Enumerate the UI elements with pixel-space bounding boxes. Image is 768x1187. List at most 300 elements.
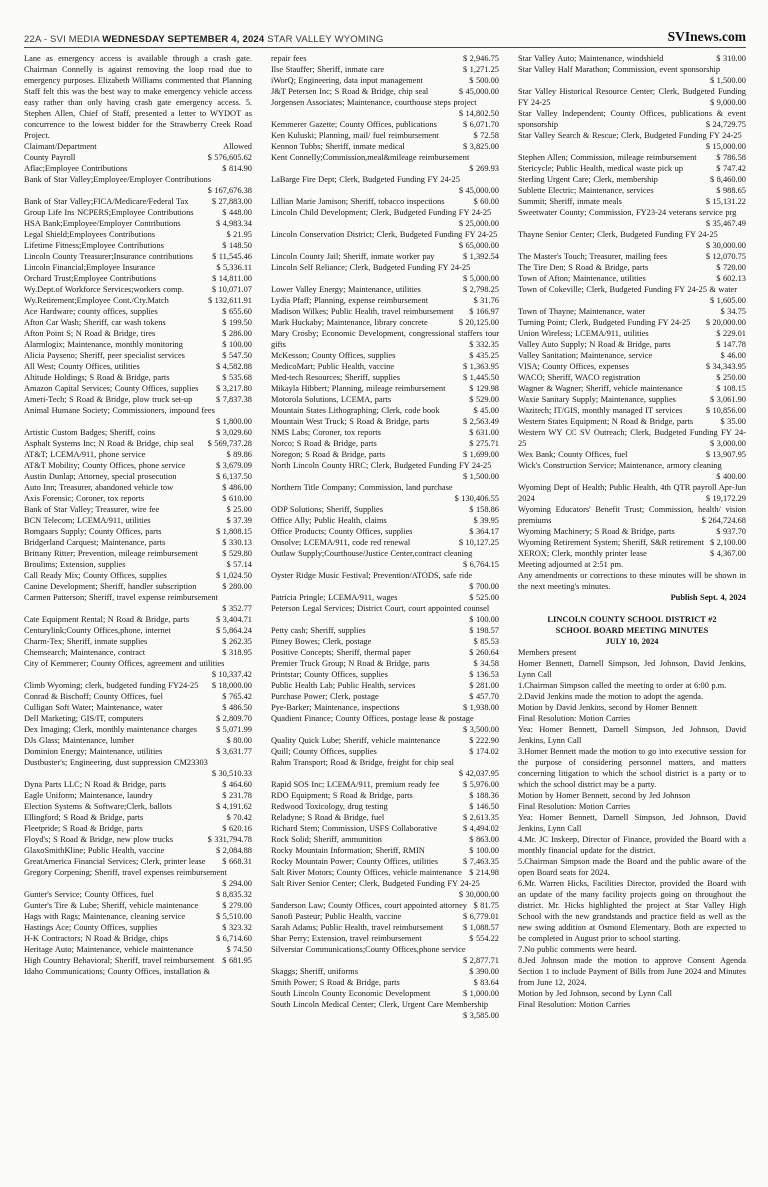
claim-entry <box>271 152 499 174</box>
amount-text: $ 400.00 <box>716 472 746 481</box>
claimant-text: Dyna Parts LLC; N Road & Bridge, parts <box>24 780 166 789</box>
claim-entry <box>24 526 252 537</box>
claimant-text: Wy.Dept.of Workforce Services;workers comp. <box>24 285 184 294</box>
claim-entry <box>24 812 252 823</box>
claim-entry <box>24 581 252 592</box>
claimant-text: Wyoming Educators' Benefit Trust; Commission, health/ vision premiums <box>518 505 746 525</box>
claim-entry <box>24 911 252 922</box>
claim-entry <box>271 482 499 504</box>
claimant-text: Oyster Ridge Music Festival; Prevention/ATODS, safe ride <box>271 571 473 580</box>
column-3 <box>518 53 746 1187</box>
amount-text: $ 10,127.25 <box>458 538 499 547</box>
amount-text: $ 294.00 <box>222 879 252 888</box>
claim-entry <box>271 746 499 757</box>
masthead <box>24 27 746 48</box>
claimant-text: Ilse Stauffer; Sheriff, inmate care <box>271 65 385 74</box>
amount-text: $ 72.58 <box>473 131 499 140</box>
claimant-text: Conrad & Bischoff; County Offices, fuel <box>24 692 163 701</box>
claim-entry <box>24 482 252 493</box>
claimant-text: Star Valley Auto; Maintenance, windshield <box>518 54 664 63</box>
amount-text: $ 45,000.00 <box>458 87 499 96</box>
claim-entry <box>271 801 499 812</box>
claimant-text: Carmen Patterson; Sheriff, travel expense reimbursement <box>24 593 218 602</box>
claimant-text: iWorQ; Engineering, data input management <box>271 76 423 85</box>
amount-text: $ 10,071.07 <box>211 285 252 294</box>
amount-text: $ 1,605.00 <box>710 296 746 305</box>
amount-text: $ 1,500.00 <box>463 472 499 481</box>
amount-text: $ 602.13 <box>716 274 746 283</box>
amount-text: $ 332.35 <box>469 340 499 349</box>
claimant-text: Jorgensen Associates; Maintenance, courthouse steps project <box>271 98 477 107</box>
claimant-text: Artistic Custom Badges; Sheriff, coins <box>24 428 156 437</box>
claimant-text: repair fees <box>271 54 307 63</box>
claimant-text: Turning Point; Clerk, Budgeted Funding FY 24-25 <box>518 318 691 327</box>
claim-entry <box>518 53 746 64</box>
claim-entry <box>518 537 746 548</box>
claim-entry <box>518 130 746 152</box>
claim-entry <box>24 790 252 801</box>
claim-entry <box>518 328 746 339</box>
claim-entry <box>271 548 499 570</box>
amount-text: $ 1,000.00 <box>463 989 499 998</box>
claim-entry <box>518 152 746 163</box>
amount-text: $ 275.71 <box>469 439 499 448</box>
claimant-text: HSA Bank;Employee/Employer Contributions <box>24 219 181 228</box>
claimant-text: Sublette Electric; Maintenance, services <box>518 186 654 195</box>
claim-entry <box>518 405 746 416</box>
amount-text: $ 3,679.09 <box>216 461 252 470</box>
claimant-text: Public Health Lab; Public Health, services <box>271 681 416 690</box>
claim-entry <box>24 933 252 944</box>
claimant-text: Reladyne; S Road & Bridge, fuel <box>271 813 385 822</box>
amount-text: $ 3,217.80 <box>216 384 252 393</box>
claim-entry <box>24 361 252 372</box>
amount-text: $ 12,070.75 <box>705 252 746 261</box>
notice-paragraph: 8.Jed Johnson made the motion to approve Consent Agenda Section 1 to include Payment of Bills from June 2024 and Minutes from June 12, 2024. <box>518 956 746 987</box>
amount-text: $ 1,024.50 <box>216 571 252 580</box>
amount-text: $ 286.00 <box>222 329 252 338</box>
claim-entry <box>24 691 252 702</box>
claimant-text: Stephen Allen; Commission, mileage reimbursement <box>518 153 697 162</box>
claimant-text: Sarah Adams; Public Health, travel reimbursement <box>271 923 444 932</box>
claimant-text: Amazon Capital Services; County Offices, supplies <box>24 384 199 393</box>
claimant-text: Printstar; County Offices, supplies <box>271 670 388 679</box>
claim-entry <box>24 889 252 900</box>
amount-text: $ 89.86 <box>226 450 252 459</box>
claimant-text: Altitude Holdings; S Road & Bridge, parts <box>24 373 170 382</box>
claimant-text: Cate Equipment Rental; N Road & Bridge, parts <box>24 615 190 624</box>
claim-entry <box>271 977 499 988</box>
amount-text: $ 20,125.00 <box>458 318 499 327</box>
amount-text: $ 262.35 <box>222 637 252 646</box>
amount-text: $ 1,808.15 <box>216 527 252 536</box>
amount-text: $ 747.42 <box>716 164 746 173</box>
amount-text: $ 264,724.68 <box>701 516 746 525</box>
claimant-text: Axis Forensic; Coroner, tox reports <box>24 494 145 503</box>
amount-text: $ 4,367.00 <box>710 549 746 558</box>
claim-entry <box>24 383 252 394</box>
location-label: STAR VALLEY WYOMING <box>264 34 384 45</box>
amount-text: $ 14,802.50 <box>458 109 499 118</box>
claim-entry <box>518 548 746 559</box>
claimant-text: Lincoln County Jail; Sheriff, inmate worker pay <box>271 252 435 261</box>
claimant-text: GreatAmerica Financial Services; Clerk, printer lease <box>24 857 206 866</box>
claim-entry <box>518 372 746 383</box>
notice-paragraph: Motion by David Jenkins, second by Homer Bennett <box>518 703 698 712</box>
claim-entry <box>24 867 252 889</box>
claimant-text: Onsolve; LCEMA/911, code red renewal <box>271 538 411 547</box>
claim-entry <box>518 427 746 449</box>
claim-entry <box>271 251 499 262</box>
claimant-text: McKesson; County Offices, supplies <box>271 351 396 360</box>
amount-text: $ 129.98 <box>469 384 499 393</box>
amount-text: $ 786.58 <box>716 153 746 162</box>
amount-text: $ 279.00 <box>222 901 252 910</box>
claim-entry <box>271 834 499 845</box>
amount-text: $ 37.39 <box>226 516 252 525</box>
claim-entry <box>24 713 252 724</box>
amount-text: $ 681.95 <box>222 956 252 965</box>
claimant-text: Office Ally; Public Health, claims <box>271 516 387 525</box>
claim-entry <box>271 735 499 746</box>
amount-text: $ 174.02 <box>469 747 499 756</box>
notice-paragraph: Final Resolution: Motion Carries <box>518 714 631 723</box>
amount-text: $ 6,714.60 <box>216 934 252 943</box>
amount-text: $ 132,611.91 <box>207 296 252 305</box>
amount-text: $ 529.80 <box>222 549 252 558</box>
amount-text: $ 1,392.54 <box>463 252 499 261</box>
notice-paragraph: 4.Mr. JC Inskeep, Director of Finance, provided the Board with a monthly financial update for the district. <box>518 835 746 855</box>
claim-entry <box>24 394 252 405</box>
claimant-text: Quality Quick Lube; Sheriff, vehicle maintenance <box>271 736 441 745</box>
amount-text: $ 448.00 <box>222 208 252 217</box>
claim-entry <box>271 812 499 823</box>
claim-entry <box>271 944 499 966</box>
amount-text: $ 5,000.00 <box>463 274 499 283</box>
claim-entry <box>24 757 252 779</box>
claim-entry <box>24 229 252 240</box>
claim-entry <box>518 394 746 405</box>
amount-text: $ 863.00 <box>469 835 499 844</box>
claim-entry <box>24 438 252 449</box>
claimant-text: GlaxoSmithKline; Public Health, vaccine <box>24 846 165 855</box>
claim-entry <box>271 779 499 790</box>
claimant-text: Kent Connelly;Commission,meal&mileage reimbursement <box>271 153 470 162</box>
claim-entry <box>24 427 252 438</box>
claim-entry <box>518 163 746 174</box>
claimant-text: Claimant/Department <box>24 142 97 151</box>
claimant-text: Mountain States Lithographing; Clerk, code book <box>271 406 440 415</box>
claim-entry <box>24 262 252 273</box>
claim-entry <box>271 394 499 405</box>
amount-text: $ 31.76 <box>473 296 499 305</box>
claimant-text: Afton Car Wash; Sheriff, car wash tokens <box>24 318 166 327</box>
amount-text: $ 2,084.88 <box>216 846 252 855</box>
claimant-text: Med-tech Resources; Sheriff, supplies <box>271 373 400 382</box>
claim-entry <box>271 999 499 1021</box>
claimant-text: South Lincoln Medical Center; Clerk, Urgent Care Membership <box>271 1000 489 1009</box>
claim-entry <box>24 317 252 328</box>
claimant-text: Premier Truck Group; N Road & Bridge, parts <box>271 659 430 668</box>
claim-entry <box>271 504 499 515</box>
amount-text: $ 280.00 <box>222 582 252 591</box>
claim-entry <box>24 174 252 196</box>
claim-entry <box>518 449 746 460</box>
claim-entry <box>24 460 252 471</box>
claimant-text: Sanderson Law; County Offices, court appointed attorney <box>271 901 467 910</box>
claimant-text: Group Life Ins NCPERS;Employee Contributions <box>24 208 194 217</box>
amount-text: $ 6,764.15 <box>463 560 499 569</box>
notice-paragraph: Lane as emergency access is available through a crash gate. Chairman Connelly is against removing the loop road due to emergency purposes. Elizabeth Williams commented that Planning Staff felt this was the best way to make emergency vehicle access easy rather than only having crash gate emergency access. 5. Stephen Allen, Chief of Staff, presented a letter to WYDOT as concurrence to the lowest bidder for the Strawberry Creek Road Project. <box>24 54 252 140</box>
amount-text: $ 214.98 <box>469 868 499 877</box>
notice-paragraph: 3.Homer Bennett made the motion to go into executive session for the purpose of considering personnel matters, and matters concerning litigation to which the school district is a party or to which the school district may be a party. <box>518 747 746 789</box>
claimant-text: All West; County Offices, utilities <box>24 362 140 371</box>
amount-text: $ 576,605.62 <box>207 153 252 162</box>
claimant-text: Lifetime Fitness;Employee Contributions <box>24 241 164 250</box>
claimant-text: Noregon; S Road & Bridge, parts <box>271 450 386 459</box>
amount-text: $ 814.90 <box>222 164 252 173</box>
amount-text: $ 5,976.00 <box>463 780 499 789</box>
amount-text: $ 331,794.78 <box>207 835 252 844</box>
claim-entry <box>24 306 252 317</box>
amount-text: $ 2,798.25 <box>463 285 499 294</box>
claim-entry <box>271 625 499 636</box>
claim-entry <box>24 218 252 229</box>
claimant-text: Quill; County Offices, supplies <box>271 747 377 756</box>
claim-entry <box>24 152 252 163</box>
amount-text: $ 988.65 <box>716 186 746 195</box>
claim-entry <box>24 284 252 295</box>
amount-text: $ 11,545.46 <box>212 252 252 261</box>
amount-text: $ 222.90 <box>469 736 499 745</box>
claimant-text: Asphalt Systems Inc; N Road & Bridge, chip seal <box>24 439 194 448</box>
amount-text: $ 158.86 <box>469 505 499 514</box>
claim-entry <box>271 438 499 449</box>
amount-text: $ 83.64 <box>473 978 499 987</box>
claimant-text: Pye-Barker; Maintenance, inspections <box>271 703 400 712</box>
claim-entry <box>518 64 746 86</box>
claimant-text: Lincoln Child Development; Clerk, Budgeted Funding FY 24-25 <box>271 208 492 217</box>
claimant-text: Shar Perry; Extension, travel reimbursement <box>271 934 422 943</box>
claimant-text: Dell Marketing; GIS/IT, computers <box>24 714 144 723</box>
claimant-text: Patricia Pringle; LCEMA/911, wages <box>271 593 398 602</box>
amount-text: $ 631.00 <box>469 428 499 437</box>
amount-text: $ 45,000.00 <box>458 186 499 195</box>
claimant-text: Ace Hardware; county offices, supplies <box>24 307 158 316</box>
amount-text: $ 30,000.00 <box>705 241 746 250</box>
amount-text: $ 668.31 <box>222 857 252 866</box>
amount-text: $ 231.78 <box>222 791 252 800</box>
amount-text: $ 80.00 <box>226 736 252 745</box>
claim-entry <box>518 361 746 372</box>
amount-text: $ 569,737.28 <box>207 439 252 448</box>
notice-paragraph: Motion by Jed Johnson, second by Lynn Call <box>518 989 673 998</box>
claimant-text: County Payroll <box>24 153 76 162</box>
claimant-text: Richard Stem; Commission, USFS Collaborative <box>271 824 438 833</box>
amount-text: $ 166.97 <box>469 307 499 316</box>
amount-text: $ 525.00 <box>469 593 499 602</box>
notice-paragraph: Any amendments or corrections to these minutes will be shown in the next meeting's minutes. <box>518 571 746 591</box>
amount-text: $ 3,585.00 <box>463 1011 499 1020</box>
claim-entry <box>271 878 499 900</box>
claim-entry <box>271 647 499 658</box>
claimant-text: MedicoMart; Public Health, vaccine <box>271 362 395 371</box>
amount-text: $ 5,510.00 <box>216 912 252 921</box>
claim-entry <box>24 493 252 504</box>
claimant-text: ODP Solutions; Sheriff, Supplies <box>271 505 383 514</box>
amount-text: $ 3,000.00 <box>710 439 746 448</box>
amount-text: $ 2,613.35 <box>463 813 499 822</box>
amount-text: $ 9,000.00 <box>710 98 746 107</box>
notice-paragraph: Final Resolution: Motion Carries <box>518 1000 631 1009</box>
amount-text: $ 5,864.24 <box>216 626 252 635</box>
amount-text: $ 529.00 <box>469 395 499 404</box>
claimant-text: Lincoln County Treasurer;Insurance contributions <box>24 252 193 261</box>
claimant-text: Wy.Retirement;Employee Cont./Cty.Match <box>24 296 169 305</box>
claimant-text: Norco; S Road & Bridge, parts <box>271 439 377 448</box>
claim-entry <box>24 559 252 570</box>
amount-text: $ 3,029.60 <box>216 428 252 437</box>
amount-text: $ 65,000.00 <box>458 241 499 250</box>
claimant-text: Legal Shield;Employees Contributions <box>24 230 156 239</box>
date-label: WEDNESDAY SEPTEMBER 4, 2024 <box>102 34 265 45</box>
claimant-text: Mark Huckaby; Maintenance, library concrete <box>271 318 428 327</box>
claim-entry <box>24 339 252 350</box>
claimant-text: Ameri-Tech; S Road & Bridge, plow truck set-up <box>24 395 193 404</box>
claim-entry <box>24 845 252 856</box>
claimant-text: Sanofi Pasteur; Public Health, vaccine <box>271 912 402 921</box>
claimant-text: Rocky Mountain Information; Sheriff, RMIN <box>271 846 425 855</box>
amount-text: $ 323.32 <box>222 923 252 932</box>
claimant-text: Sterling Urgent Care; Clerk, membership <box>518 175 658 184</box>
amount-text: Allowed <box>223 142 252 151</box>
claim-entry <box>271 383 499 394</box>
amount-text: $ 2,877.71 <box>463 956 499 965</box>
notice-paragraph: Meeting adjourned at 2:51 pm. <box>518 560 624 569</box>
claim-entry <box>24 350 252 361</box>
claimant-text: Floyd's; S Road & Bridge, new plow trucks <box>24 835 174 844</box>
amount-text: $ 3,061.90 <box>710 395 746 404</box>
amount-text: $ 70.42 <box>226 813 252 822</box>
claim-entry <box>271 658 499 669</box>
claim-entry <box>271 526 499 537</box>
claim-entry <box>24 273 252 284</box>
amount-text: $ 269.93 <box>469 164 499 173</box>
claim-entry <box>271 130 499 141</box>
claimant-text: Wick's Construction Service; Maintenance, armory cleaning <box>518 461 722 470</box>
claim-entry <box>271 97 499 119</box>
claimant-text: Motorola Solutions, LCEMA, parts <box>271 395 392 404</box>
amount-text: $ 535.68 <box>222 373 252 382</box>
claimant-text: NMS Labs; Coroner, tox reports <box>271 428 381 437</box>
claim-entry <box>24 636 252 647</box>
claimant-text: Smith Power; S Road & Bridge, parts <box>271 978 400 987</box>
claimant-text: Lillian Marie Jamison; Sheriff, tobacco inspections <box>271 197 445 206</box>
amount-text: $ 34.58 <box>473 659 499 668</box>
claimant-text: The Master's Touch; Treasurer, mailing fees <box>518 252 667 261</box>
claim-entry <box>24 801 252 812</box>
claimant-text: Mountain West Truck; S Road & Bridge, parts <box>271 417 430 426</box>
amount-text: $ 100.00 <box>222 340 252 349</box>
notice-paragraph: Members present <box>518 648 577 657</box>
amount-text: $ 146.50 <box>469 802 499 811</box>
claimant-text: Bank of Star Valley;Employee/Employer Contributions <box>24 175 212 184</box>
amount-text: $ 8,835.32 <box>216 890 252 899</box>
amount-text: $ 620.16 <box>222 824 252 833</box>
columns-container <box>24 53 746 1187</box>
claim-entry <box>271 790 499 801</box>
claim-entry <box>271 823 499 834</box>
claim-entry <box>271 867 499 878</box>
amount-text: $ 500.00 <box>469 76 499 85</box>
claimant-text: Dustbuster's; Engineering, dust suppression CM23303 <box>24 758 208 767</box>
claimant-text: Ellingford; S Road & Bridge, parts <box>24 813 144 822</box>
amount-text: $ 547.50 <box>222 351 252 360</box>
notice-heading: JULY 10, 2024 <box>605 637 659 646</box>
claim-entry <box>271 196 499 207</box>
claimant-text: Northern Title Company; Commission, land purchase <box>271 483 453 492</box>
amount-text: $ 35.00 <box>720 417 746 426</box>
amount-text: $ 1,271.25 <box>463 65 499 74</box>
claim-entry <box>271 317 499 328</box>
claim-entry <box>24 955 252 966</box>
amount-text: $ 7,463.35 <box>463 857 499 866</box>
claim-entry <box>24 163 252 174</box>
claim-entry <box>271 713 499 735</box>
notice-paragraph: 2.David Jenkins made the motion to adopt the agenda. <box>518 692 704 701</box>
claim-entry <box>518 262 746 273</box>
amount-text: $ 34,343.95 <box>705 362 746 371</box>
amount-text: $ 13,907.95 <box>705 450 746 459</box>
claim-entry <box>271 460 499 482</box>
claim-entry <box>518 174 746 185</box>
amount-text: $ 390.00 <box>469 967 499 976</box>
amount-text: $ 10,856.00 <box>705 406 746 415</box>
claimant-text: Silverstar Communications;County Offices,phone service <box>271 945 466 954</box>
amount-text: $ 100.00 <box>469 846 499 855</box>
amount-text: $ 3,404.71 <box>216 615 252 624</box>
claimant-text: South Lincoln County Economic Development <box>271 989 431 998</box>
amount-text: $ 57.14 <box>226 560 252 569</box>
claimant-text: Dex Imaging; Clerk, monthly maintenance charges <box>24 725 198 734</box>
amount-text: $ 136.53 <box>469 670 499 679</box>
claim-entry <box>271 680 499 691</box>
amount-text: $ 1,445.50 <box>463 373 499 382</box>
claimant-text: Star Valley Independent; County Offices, publications & event sponsorship <box>518 109 746 129</box>
amount-text: $ 250.00 <box>716 373 746 382</box>
claimant-text: Call Ready Mix; County Offices, supplies <box>24 571 167 580</box>
claimant-text: Valley Auto Supply; N Road & Bridge, parts <box>518 340 671 349</box>
claimant-text: Brittany Ritter; Prevention, mileage reimbursement <box>24 549 198 558</box>
claimant-text: Waxie Sanitary Supply; Maintenance, supplies <box>518 395 676 404</box>
claim-entry <box>24 779 252 790</box>
claim-entry <box>271 141 499 152</box>
claim-entry <box>271 64 499 75</box>
claimant-text: Aflac;Employee Contributions <box>24 164 128 173</box>
claim-entry <box>24 515 252 526</box>
claimant-text: Outlaw Supply;Courthouse/Justice Center,contract cleaning <box>271 549 473 558</box>
amount-text: $ 148.50 <box>222 241 252 250</box>
claimant-text: AT&T Mobility; County Offices, phone service <box>24 461 186 470</box>
notice-heading: SCHOOL BOARD MEETING MINUTES <box>555 626 709 635</box>
claim-entry <box>271 933 499 944</box>
claimant-text: AT&T; LCEMA/911, phone service <box>24 450 146 459</box>
claimant-text: VISA; County Offices, expenses <box>518 362 629 371</box>
claimant-text: Union Wireless; LCEMA/911, utilities <box>518 329 649 338</box>
claimant-text: Salt River Senior Center; Clerk, Budgeted Funding FY 24-25 <box>271 879 480 888</box>
amount-text: $ 1,699.00 <box>463 450 499 459</box>
claim-entry <box>271 636 499 647</box>
